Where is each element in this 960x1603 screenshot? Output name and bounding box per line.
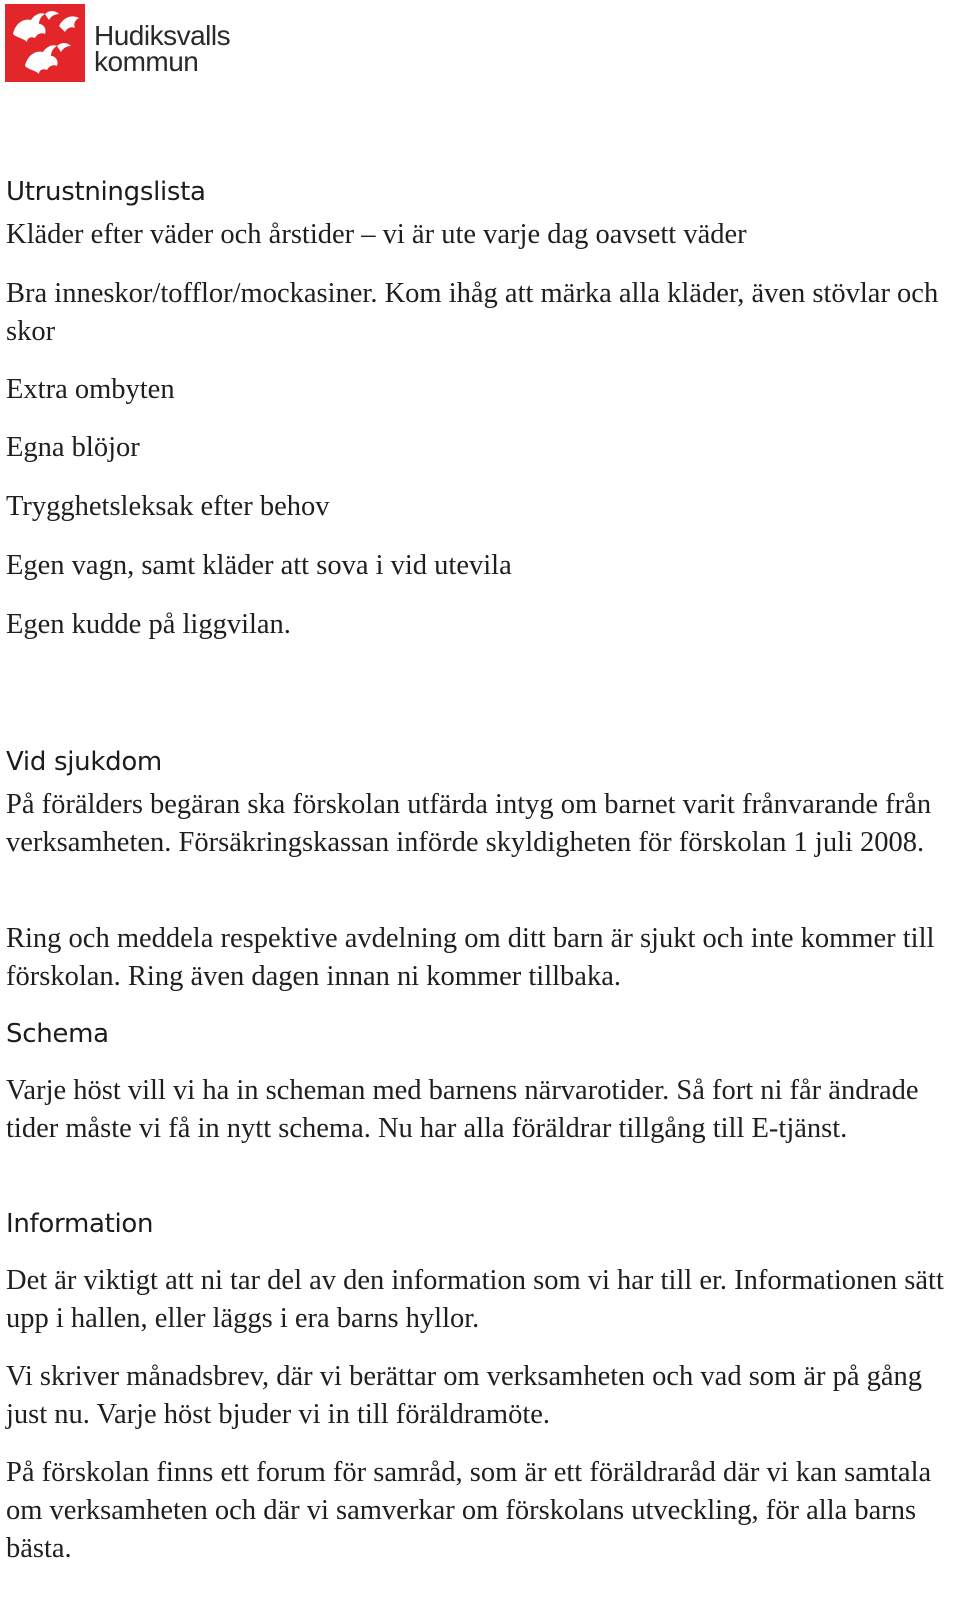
paragraph: På förskolan finns ett forum för samråd, som är ett föräldraråd där vi kan samtala om verksamheten och där vi samverkar om förskolans utveckling, för alla barns bästa.: [6, 1457, 932, 1564]
list-item: Egen vagn, samt kläder att sova i vid utevila: [6, 550, 512, 581]
paragraph: Vi skriver månadsbrev, där vi berättar om verksamheten och vad som är på gång just nu. Varje höst bjuder vi in till föräldramöte.: [6, 1361, 923, 1430]
heading-schema: Schema: [6, 1019, 109, 1049]
heading-vid-sjukdom: Vid sjukdom: [6, 747, 162, 777]
logo-wordmark: [94, 20, 231, 77]
list-item: Bra inneskor/tofflor/mockasiner. Kom ihåg att märka alla kläder, även stövlar och skor: [6, 278, 939, 347]
paragraph: Det är viktigt att ni tar del av den information som vi har till er. Informationen sätt upp i hallen, eller läggs i era barns hyllor.: [6, 1265, 944, 1334]
list-item: Kläder efter väder och årstider – vi är ute varje dag oavsett väder: [6, 219, 747, 250]
heading-utrustningslista: Utrustningslista: [6, 177, 206, 207]
list-item: Extra ombyten: [6, 374, 175, 405]
heading-information: Information: [6, 1209, 154, 1239]
paragraph: Varje höst vill vi ha in scheman med barnens närvarotider. Så fort ni får ändrade tider måste vi få in nytt schema. Nu har alla föräldrar tillgång till E-tjänst.: [6, 1075, 919, 1144]
paragraph: På förälders begäran ska förskolan utfärda intyg om barnet varit frånvarande från verksamheten. Försäkringskassan införde skyldigheten för förskolan 1 juli 2008.: [6, 789, 932, 858]
logo-name-line2: kommun: [94, 46, 199, 77]
logo-name-line1: Hudiksvalls: [94, 20, 231, 51]
list-item: Egen kudde på liggvilan.: [6, 609, 291, 640]
goat-heads-icon: [5, 4, 85, 82]
hudiksvalls-kommun-logo: [5, 4, 265, 84]
list-item: Egna blöjor: [6, 432, 140, 463]
list-item: Trygghetsleksak efter behov: [6, 491, 330, 522]
paragraph: Ring och meddela respektive avdelning om ditt barn är sjukt och inte kommer till förskolan. Ring även dagen innan ni kommer tillbaka.: [6, 923, 935, 992]
